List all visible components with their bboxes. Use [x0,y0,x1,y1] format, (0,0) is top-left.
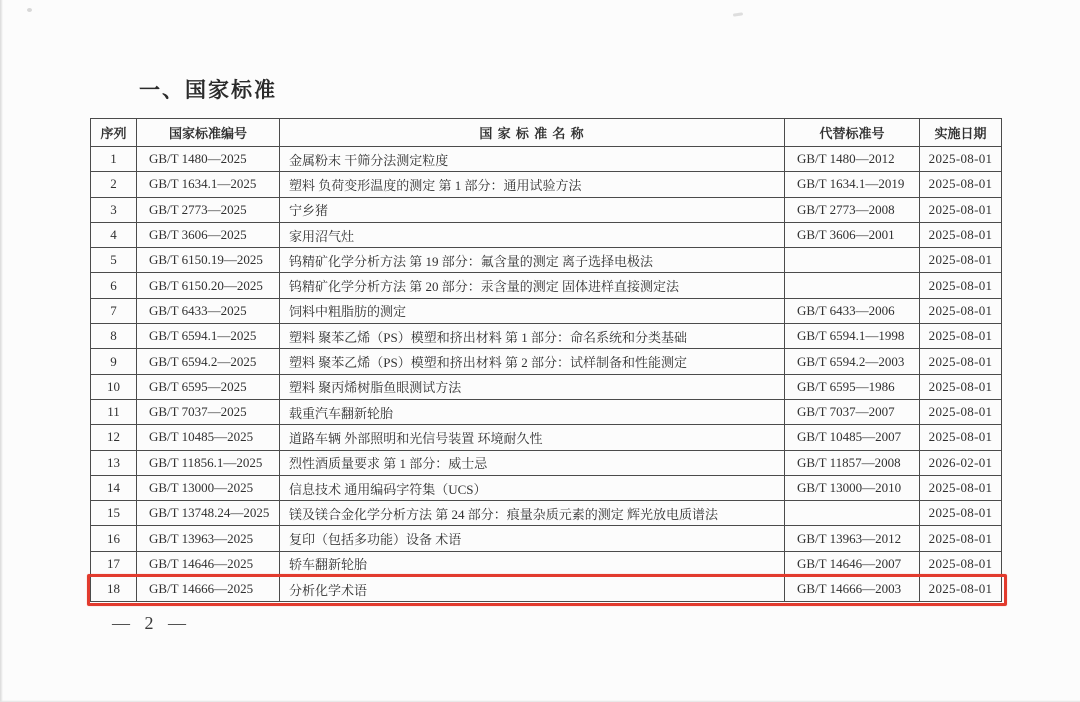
cell-name: 烈性酒质量要求 第 1 部分：威士忌 [280,450,785,475]
cell-date: 2025-08-01 [920,526,1002,551]
cell-date: 2025-08-01 [920,324,1002,349]
header-date: 实施日期 [920,119,1002,147]
table-row [91,399,1002,424]
cell-replaced: GB/T 14646—2007 [785,551,920,576]
cell-name: 分析化学术语 [280,577,785,602]
cell-seq: 5 [91,248,137,273]
cell-code: GB/T 14646—2025 [137,551,280,576]
table-row [91,501,1002,526]
cell-replaced: GB/T 13963—2012 [785,526,920,551]
cell-seq: 18 [91,577,137,602]
cell-code: GB/T 6594.2—2025 [137,349,280,374]
cell-replaced [785,248,920,273]
cell-name: 家用沼气灶 [280,222,785,247]
cell-code: GB/T 11856.1—2025 [137,450,280,475]
cell-date: 2025-08-01 [920,273,1002,298]
cell-replaced: GB/T 7037—2007 [785,399,920,424]
cell-code: GB/T 7037—2025 [137,399,280,424]
cell-code: GB/T 13748.24—2025 [137,501,280,526]
cell-code: GB/T 6594.1—2025 [137,324,280,349]
table-row [91,273,1002,298]
cell-replaced: GB/T 14666—2003 [785,577,920,602]
cell-date: 2025-08-01 [920,147,1002,172]
cell-replaced: GB/T 1480—2012 [785,147,920,172]
table-row [91,475,1002,500]
cell-replaced: GB/T 10485—2007 [785,425,920,450]
cell-replaced: GB/T 2773—2008 [785,197,920,222]
table-row [91,349,1002,374]
table-row [91,172,1002,197]
cell-name: 塑料 负荷变形温度的测定 第 1 部分：通用试验方法 [280,172,785,197]
table-row [91,551,1002,576]
scan-speck-artifact [27,8,32,12]
cell-date: 2025-08-01 [920,577,1002,602]
cell-seq: 10 [91,374,137,399]
cell-name: 钨精矿化学分析方法 第 20 部分：汞含量的测定 固体进样直接测定法 [280,273,785,298]
cell-seq: 2 [91,172,137,197]
cell-replaced: GB/T 6433—2006 [785,298,920,323]
cell-code: GB/T 13000—2025 [137,475,280,500]
cell-replaced: GB/T 13000—2010 [785,475,920,500]
cell-replaced: GB/T 3606—2001 [785,222,920,247]
table-row [91,298,1002,323]
cell-name: 道路车辆 外部照明和光信号装置 环境耐久性 [280,425,785,450]
table-row [91,147,1002,172]
cell-name: 塑料 聚苯乙烯（PS）模塑和挤出材料 第 2 部分：试样制备和性能测定 [280,349,785,374]
cell-replaced [785,501,920,526]
cell-date: 2025-08-01 [920,399,1002,424]
cell-seq: 12 [91,425,137,450]
cell-seq: 8 [91,324,137,349]
section-title: 一、国家标准 [139,79,277,102]
table-row [91,374,1002,399]
cell-date: 2025-08-01 [920,551,1002,576]
standards-table [90,118,1002,602]
cell-date: 2025-08-01 [920,475,1002,500]
table-row [91,248,1002,273]
cell-seq: 16 [91,526,137,551]
cell-name: 塑料 聚丙烯树脂鱼眼测试方法 [280,374,785,399]
cell-date: 2025-08-01 [920,349,1002,374]
cell-code: GB/T 3606—2025 [137,222,280,247]
cell-replaced: GB/T 6594.1—1998 [785,324,920,349]
scan-edge-artifact [0,0,3,702]
table-row [91,222,1002,247]
cell-code: GB/T 6150.19—2025 [137,248,280,273]
cell-name: 镁及镁合金化学分析方法 第 24 部分：痕量杂质元素的测定 辉光放电质谱法 [280,501,785,526]
table-row [91,450,1002,475]
page-number: — 2 — [112,613,191,633]
table-row [91,197,1002,222]
cell-date: 2025-08-01 [920,248,1002,273]
table-row [91,425,1002,450]
cell-code: GB/T 6433—2025 [137,298,280,323]
table-row [91,324,1002,349]
cell-name: 金属粉末 干筛分法测定粒度 [280,147,785,172]
cell-date: 2025-08-01 [920,298,1002,323]
cell-seq: 3 [91,197,137,222]
cell-name: 饲料中粗脂肪的测定 [280,298,785,323]
cell-replaced: GB/T 6595—1986 [785,374,920,399]
cell-seq: 9 [91,349,137,374]
table-body [91,147,1002,602]
cell-seq: 6 [91,273,137,298]
cell-seq: 17 [91,551,137,576]
cell-name: 轿车翻新轮胎 [280,551,785,576]
cell-code: GB/T 2773—2025 [137,197,280,222]
cell-replaced: GB/T 11857—2008 [785,450,920,475]
cell-replaced [785,273,920,298]
cell-code: GB/T 10485—2025 [137,425,280,450]
cell-replaced: GB/T 6594.2—2003 [785,349,920,374]
table-row [91,577,1002,602]
cell-seq: 13 [91,450,137,475]
scan-speck-artifact [733,12,743,16]
table-header-row [91,119,1002,147]
cell-name: 塑料 聚苯乙烯（PS）模塑和挤出材料 第 1 部分：命名系统和分类基础 [280,324,785,349]
cell-code: GB/T 6595—2025 [137,374,280,399]
cell-code: GB/T 1634.1—2025 [137,172,280,197]
cell-name: 复印（包括多功能）设备 术语 [280,526,785,551]
header-seq: 序列 [91,119,137,147]
cell-seq: 14 [91,475,137,500]
cell-seq: 15 [91,501,137,526]
header-code: 国家标准编号 [137,119,280,147]
cell-code: GB/T 13963—2025 [137,526,280,551]
cell-date: 2025-08-01 [920,222,1002,247]
cell-date: 2025-08-01 [920,501,1002,526]
cell-date: 2025-08-01 [920,172,1002,197]
cell-name: 载重汽车翻新轮胎 [280,399,785,424]
cell-code: GB/T 6150.20—2025 [137,273,280,298]
cell-code: GB/T 1480—2025 [137,147,280,172]
table-row [91,526,1002,551]
cell-seq: 1 [91,147,137,172]
cell-code: GB/T 14666—2025 [137,577,280,602]
cell-replaced: GB/T 1634.1—2019 [785,172,920,197]
cell-name: 信息技术 通用编码字符集（UCS） [280,475,785,500]
cell-seq: 11 [91,399,137,424]
cell-seq: 7 [91,298,137,323]
cell-date: 2025-08-01 [920,425,1002,450]
cell-seq: 4 [91,222,137,247]
header-replaced: 代替标准号 [785,119,920,147]
cell-date: 2025-08-01 [920,197,1002,222]
header-name: 国 家 标 准 名 称 [280,119,785,147]
cell-date: 2025-08-01 [920,374,1002,399]
cell-date: 2026-02-01 [920,450,1002,475]
cell-name: 钨精矿化学分析方法 第 19 部分：氟含量的测定 离子选择电极法 [280,248,785,273]
cell-name: 宁乡猪 [280,197,785,222]
